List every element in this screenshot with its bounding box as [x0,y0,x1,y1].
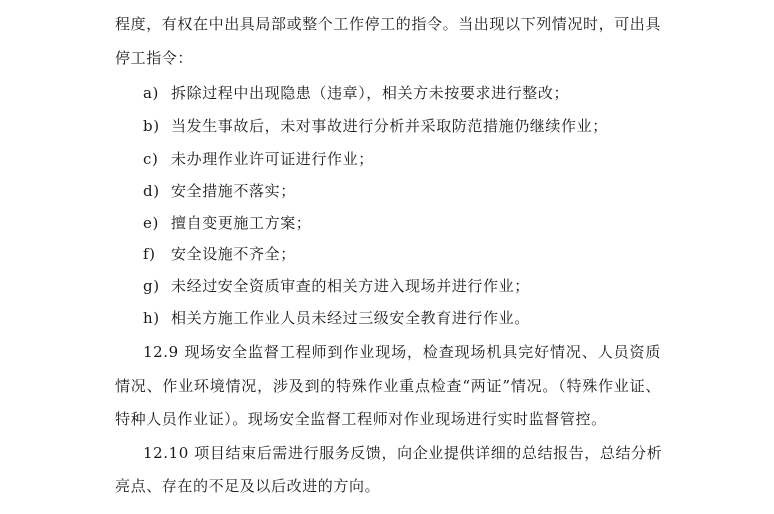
section-12-9-line-2: 情况、作业环境情况，涉及到的特殊作业重点检查“两证”情况。（特殊作业证、 [115,377,661,395]
list-item-text: 拆除过程中出现隐患（违章），相关方未按要求进行整改； [171,84,570,102]
section-12-9-line-1: 12.9 现场安全监督工程师到作业现场，检查现场机具完好情况、人员资质 [143,343,661,361]
list-item-text: 安全设施不齐全； [171,245,296,263]
list-marker: a) [143,84,159,102]
list-item-d [143,181,296,201]
list-marker: g) [143,277,160,295]
list-item-c [143,149,374,169]
list-marker: e) [143,214,159,232]
list-item-e [143,213,311,233]
list-item-a [143,83,569,103]
list-item-b [143,116,608,136]
section-12-10-line-2: 亮点、存在的不足及以后改进的方向。 [115,477,381,495]
list-marker: f) [143,245,156,263]
list-item-text: 安全措施不落实； [171,182,296,200]
list-item-text: 当发生事故后，未对事故进行分析并采取防范措施仍继续作业； [171,117,608,135]
list-marker: b) [143,117,160,135]
list-item-h [143,308,530,328]
list-item-text: 未办理作业许可证进行作业； [171,150,374,168]
list-item-g [143,276,530,296]
section-12-10-line-1: 12.10 项目结束后需进行服务反馈，向企业提供详细的总结报告，总结分析 [143,444,663,462]
list-marker: c) [143,150,159,168]
list-item-f [143,244,296,264]
list-marker: h) [143,309,160,327]
list-item-text: 相关方施工作业人员未经过三级安全教育进行作业。 [171,309,530,327]
list-marker: d) [143,182,160,200]
intro-line-2: 停工指令： [115,49,194,67]
list-item-text: 擅自变更施工方案； [171,214,312,232]
section-12-9-line-3: 特种人员作业证）。现场安全监督工程师对作业现场进行实时监督管控。 [115,410,607,428]
list-item-text: 未经过安全资质审查的相关方进入现场并进行作业； [171,277,530,295]
intro-line-1: 程度，有权在中出具局部或整个工作停工的指令。当出现以下列情况时，可出具 [115,15,662,33]
